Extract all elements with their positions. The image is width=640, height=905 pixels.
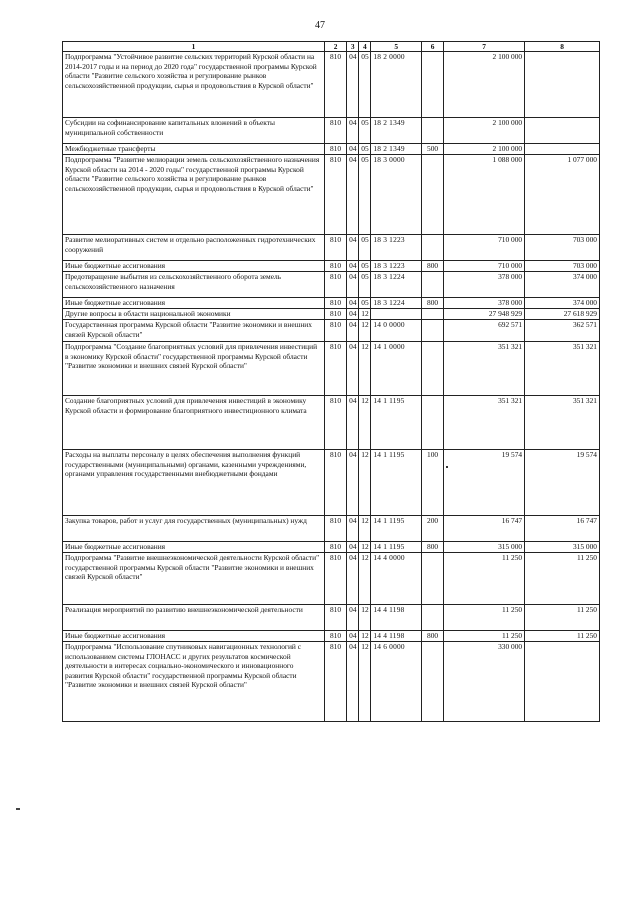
row-name-cell: Расходы на выплаты персоналу в целях обеспечения выполнения функций государственными (муниципальными) органами, казенными учреждениями, органами управления государственными внебюджетными фондами [63,450,325,516]
code-4-cell: 05 [359,272,371,298]
target-article-cell: 14 4 1198 [371,605,422,631]
column-header-7: 7 [444,42,525,52]
code-2-cell: 810 [324,516,346,542]
code-3-cell: 04 [347,155,359,235]
code-3-cell: 04 [347,553,359,605]
code-2-cell: 810 [324,309,346,320]
column-header-2: 2 [324,42,346,52]
table-row [63,342,600,396]
expense-type-cell: 800 [421,261,443,272]
code-2-cell: 810 [324,52,346,118]
table-row [63,155,600,235]
target-article-cell: 18 3 1224 [371,298,422,309]
code-4-cell: 05 [359,144,371,155]
column-header-6: 6 [421,42,443,52]
expense-type-cell: 800 [421,298,443,309]
code-2-cell: 810 [324,320,346,342]
amount-cell: 315 000 [444,542,525,553]
code-2-cell: 810 [324,542,346,553]
target-article-cell: 14 0 0000 [371,320,422,342]
code-2-cell: 810 [324,396,346,450]
code-2-cell: 810 [324,235,346,261]
amount-cell: 16 747 [444,516,525,542]
amount-next-cell: 16 747 [525,516,600,542]
amount-cell: 11 250 [444,605,525,631]
code-2-cell: 810 [324,450,346,516]
code-3-cell: 04 [347,235,359,261]
amount-next-cell: 27 618 929 [525,309,600,320]
code-4-cell: 12 [359,516,371,542]
code-3-cell: 04 [347,144,359,155]
expense-type-cell: 800 [421,542,443,553]
target-article-cell: 14 1 1195 [371,450,422,516]
amount-next-cell: 374 000 [525,298,600,309]
code-3-cell: 04 [347,52,359,118]
amount-cell: 2 100 000 [444,118,525,144]
row-name-cell: Иные бюджетные ассигнования [63,261,325,272]
row-name-cell: Государственная программа Курской области "Развитие экономики и внешних связей Курской области" [63,320,325,342]
target-article-cell: 18 2 0000 [371,52,422,118]
code-2-cell: 810 [324,261,346,272]
row-name-cell: Подпрограмма "Использование спутниковых навигационных технологий с использованием системы ГЛОНАСС и других результатов космической деятельности в интересах социально-экономического и инновационного развития Курской области" государственной программы Курской области "Развитие экономики и внешних связей Курской области" [63,642,325,722]
code-3-cell: 04 [347,342,359,396]
amount-cell: 351 321 [444,342,525,396]
table-row [63,261,600,272]
code-2-cell: 810 [324,553,346,605]
target-article-cell: 14 1 1195 [371,396,422,450]
code-2-cell: 810 [324,605,346,631]
target-article-cell: 14 4 0000 [371,553,422,605]
amount-next-cell: 374 000 [525,272,600,298]
code-4-cell: 12 [359,450,371,516]
target-article-cell: 18 3 1223 [371,261,422,272]
table-row [63,542,600,553]
code-4-cell: 12 [359,642,371,722]
target-article-cell: 14 1 1195 [371,542,422,553]
code-4-cell: 12 [359,631,371,642]
row-name-cell: Субсидии на софинансирование капитальных вложений в объекты муниципальной собственности [63,118,325,144]
code-3-cell: 04 [347,261,359,272]
amount-cell: 27 948 929 [444,309,525,320]
code-2-cell: 810 [324,272,346,298]
table-row [63,118,600,144]
amount-cell: 2 100 000 [444,144,525,155]
row-name-cell: Подпрограмма "Развитие внешнеэкономической деятельности Курской области" государственной программы Курской области "Развитие экономики и внешних связей Курской области" [63,553,325,605]
code-3-cell: 04 [347,396,359,450]
table-row [63,309,600,320]
code-2-cell: 810 [324,298,346,309]
expense-type-cell [421,642,443,722]
row-name-cell: Подпрограмма "Создание благоприятных условий для привлечения инвестиций в экономику Курской области" государственной программы Курской области "Развитие экономики и внешних связей Курской области" [63,342,325,396]
code-4-cell: 05 [359,118,371,144]
code-4-cell: 12 [359,342,371,396]
amount-next-cell: 703 000 [525,235,600,261]
code-3-cell: 04 [347,320,359,342]
table-row [63,298,600,309]
row-name-cell: Межбюджетные трансферты [63,144,325,155]
code-4-cell: 05 [359,261,371,272]
code-4-cell: 12 [359,605,371,631]
amount-cell: 330 000 [444,642,525,722]
column-header-5: 5 [371,42,422,52]
row-name-cell: Иные бюджетные ассигнования [63,298,325,309]
amount-next-cell: 362 571 [525,320,600,342]
amount-cell: 11 250 [444,553,525,605]
amount-next-cell: 11 250 [525,631,600,642]
code-3-cell: 04 [347,605,359,631]
amount-next-cell: 19 574 [525,450,600,516]
code-2-cell: 810 [324,642,346,722]
row-name-cell: Подпрограмма "Развитие мелиорации земель сельскохозяйственного назначения Курской области на 2014 - 2020 годы" государственной программы Курской области "Развитие сельского хозяйства и регулирование рынков сельскохозяйственной продукции, сырья и продовольствия в Курской области" [63,155,325,235]
table-row [63,516,600,542]
budget-table [62,41,600,722]
table-row [63,553,600,605]
table-row [63,396,600,450]
row-name-cell: Создание благоприятных условий для привлечения инвестиций в экономику Курской области и формирование благоприятного инвестиционного климата [63,396,325,450]
code-3-cell: 04 [347,309,359,320]
column-header-4: 4 [359,42,371,52]
table-row [63,642,600,722]
expense-type-cell: 500 [421,144,443,155]
code-3-cell: 04 [347,298,359,309]
expense-type-cell [421,272,443,298]
code-4-cell: 12 [359,396,371,450]
row-name-cell: Иные бюджетные ассигнования [63,542,325,553]
amount-next-cell: 351 321 [525,396,600,450]
code-3-cell: 04 [347,118,359,144]
table-row [63,450,600,516]
table-row [63,605,600,631]
row-name-cell: Развитие мелиоративных систем и отдельно расположенных гидротехнических сооружений [63,235,325,261]
target-article-cell: 14 1 0000 [371,342,422,396]
code-4-cell: 05 [359,298,371,309]
amount-cell: 710 000 [444,261,525,272]
code-3-cell: 04 [347,642,359,722]
table-row [63,272,600,298]
expense-type-cell [421,235,443,261]
expense-type-cell [421,52,443,118]
target-article-cell: 14 6 0000 [371,642,422,722]
expense-type-cell: 800 [421,631,443,642]
target-article-cell: 18 3 0000 [371,155,422,235]
target-article-cell: 14 4 1198 [371,631,422,642]
row-name-cell: Закупка товаров, работ и услуг для государственных (муниципальных) нужд [63,516,325,542]
expense-type-cell [421,553,443,605]
expense-type-cell [421,342,443,396]
amount-next-cell [525,642,600,722]
expense-type-cell: 100 [421,450,443,516]
table-row [63,235,600,261]
code-2-cell: 810 [324,155,346,235]
table-header-row [63,42,600,52]
amount-next-cell: 11 250 [525,605,600,631]
target-article-cell [371,309,422,320]
margin-mark [16,808,20,810]
amount-next-cell [525,144,600,155]
target-article-cell: 18 2 1349 [371,144,422,155]
expense-type-cell [421,605,443,631]
row-name-cell: Иные бюджетные ассигнования [63,631,325,642]
page-number: 47 [315,20,325,31]
code-2-cell: 810 [324,342,346,396]
amount-next-cell: 315 000 [525,542,600,553]
code-4-cell: 12 [359,320,371,342]
target-article-cell: 18 2 1349 [371,118,422,144]
expense-type-cell [421,155,443,235]
amount-next-cell: 11 250 [525,553,600,605]
code-3-cell: 04 [347,516,359,542]
code-3-cell: 04 [347,272,359,298]
row-name-cell: Подпрограмма "Устойчивое развитие сельских территорий Курской области на 2014-2017 годы и на период до 2020 года" государственной программы Курской области "Развитие сельского хозяйства и регулирование рынков сельскохозяйственной продукции, сырья и продовольствия в Курской области" [63,52,325,118]
code-3-cell: 04 [347,542,359,553]
column-header-1: 1 [63,42,325,52]
expense-type-cell [421,320,443,342]
code-4-cell: 12 [359,542,371,553]
code-2-cell: 810 [324,631,346,642]
scan-speck [446,466,448,468]
column-header-3: 3 [347,42,359,52]
expense-type-cell [421,118,443,144]
amount-next-cell: 351 321 [525,342,600,396]
code-4-cell: 12 [359,309,371,320]
target-article-cell: 18 3 1223 [371,235,422,261]
row-name-cell: Предотвращение выбытия из сельскохозяйственного оборота земель сельскохозяйственного назначения [63,272,325,298]
amount-cell: 19 574 [444,450,525,516]
target-article-cell: 14 1 1195 [371,516,422,542]
amount-cell: 1 088 000 [444,155,525,235]
amount-cell: 710 000 [444,235,525,261]
table-row [63,52,600,118]
amount-cell: 378 000 [444,272,525,298]
table-row [63,320,600,342]
expense-type-cell [421,309,443,320]
amount-cell: 2 100 000 [444,52,525,118]
table-row [63,631,600,642]
table-row [63,144,600,155]
amount-next-cell: 1 077 000 [525,155,600,235]
amount-cell: 378 000 [444,298,525,309]
code-3-cell: 04 [347,631,359,642]
expense-type-cell [421,396,443,450]
code-4-cell: 12 [359,553,371,605]
amount-next-cell [525,52,600,118]
code-2-cell: 810 [324,144,346,155]
column-header-8: 8 [525,42,600,52]
expense-type-cell: 200 [421,516,443,542]
row-name-cell: Другие вопросы в области национальной экономики [63,309,325,320]
code-4-cell: 05 [359,52,371,118]
row-name-cell: Реализация мероприятий по развитию внешнеэкономической деятельности [63,605,325,631]
amount-cell: 692 571 [444,320,525,342]
target-article-cell: 18 3 1224 [371,272,422,298]
code-3-cell: 04 [347,450,359,516]
code-4-cell: 05 [359,155,371,235]
amount-next-cell: 703 000 [525,261,600,272]
amount-next-cell [525,118,600,144]
amount-cell: 11 250 [444,631,525,642]
code-2-cell: 810 [324,118,346,144]
amount-cell: 351 321 [444,396,525,450]
code-4-cell: 05 [359,235,371,261]
